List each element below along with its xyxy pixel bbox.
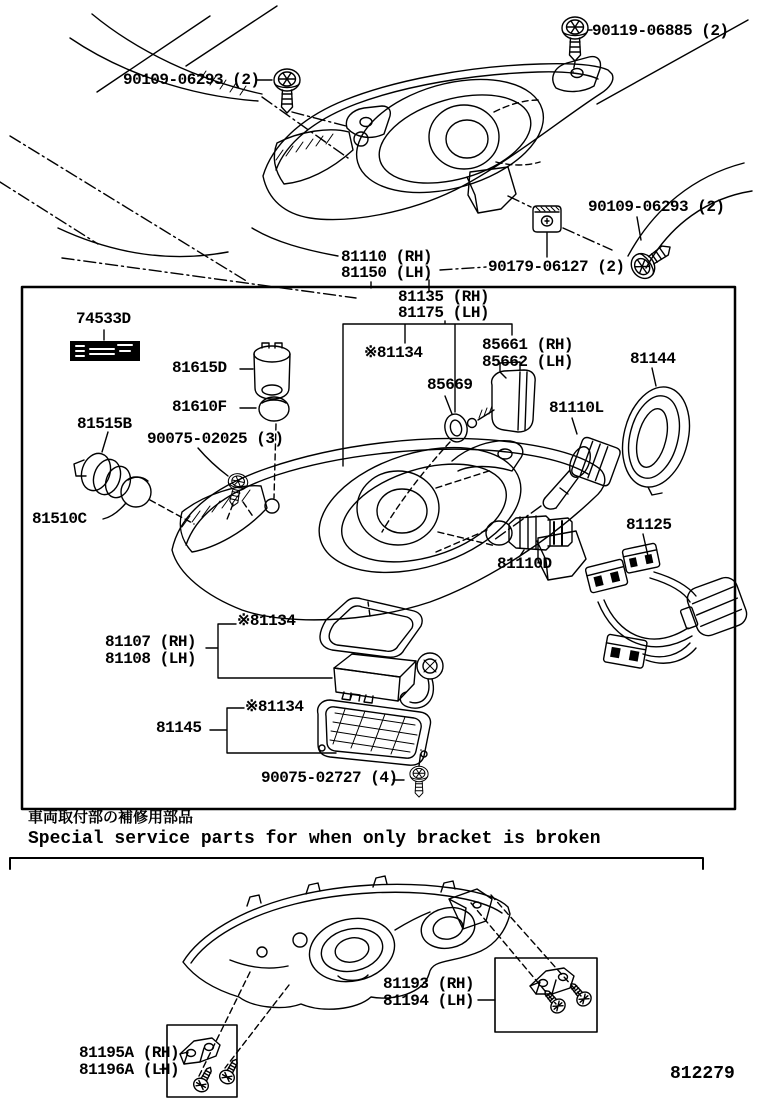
label-clip-nut: 90179-06127 (2) bbox=[488, 258, 625, 276]
label-lower-cover: 81145 bbox=[156, 719, 202, 737]
label-caution-sticker: 74533D bbox=[76, 310, 131, 328]
label-bolt-top-left: 90109-06293 (2) bbox=[123, 71, 260, 89]
label-computer-lh: 81108 (LH) bbox=[105, 650, 197, 668]
label-headlamp-lh: 81150 (LH) bbox=[341, 264, 433, 282]
label-grommet: 85669 bbox=[427, 376, 473, 394]
top-headlamp-drawing bbox=[263, 57, 613, 220]
bracket-kit-right-box bbox=[478, 958, 597, 1032]
wire-harness-drawing bbox=[585, 534, 750, 669]
label-gasket-top: ※81134 bbox=[364, 344, 423, 362]
label-bracket2-rh: 81195A (RH) bbox=[79, 1044, 180, 1062]
label-gasket-bottom: ※81134 bbox=[245, 698, 304, 716]
leveling-motor-drawing bbox=[468, 362, 536, 432]
label-turn-bulb: 81510C bbox=[32, 510, 87, 528]
caution-label-sticker bbox=[70, 330, 140, 361]
label-computer-rh: 81107 (RH) bbox=[105, 633, 197, 651]
label-motor-lh: 85662 (LH) bbox=[482, 353, 574, 371]
label-bolt-top-right: 90119-06885 (2) bbox=[592, 22, 729, 40]
lower-cover-drawing bbox=[318, 694, 431, 765]
label-gasket-mid: ※81134 bbox=[237, 612, 296, 630]
label-bracket1-lh: 81194 (LH) bbox=[383, 992, 475, 1010]
note-english: Special service parts for when only bracket is broken bbox=[28, 829, 601, 849]
label-motor-rh: 85661 (RH) bbox=[482, 336, 574, 354]
label-socket-screw: 90075-02025 (3) bbox=[147, 430, 284, 448]
label-turn-socket: 81515B bbox=[77, 415, 132, 433]
label-cover-screw: 90075-02727 (4) bbox=[261, 769, 398, 787]
label-rubber-cover: 81144 bbox=[630, 350, 676, 368]
computer-bracket-lines bbox=[206, 624, 332, 678]
clearance-bulb-drawing bbox=[240, 397, 289, 513]
rubber-cover-drawing bbox=[613, 368, 700, 495]
bottom-section-border bbox=[10, 858, 703, 869]
label-bracket2-lh: 81196A (LH) bbox=[79, 1061, 180, 1079]
label-clearance-bulb: 81610F bbox=[172, 398, 227, 416]
low-beam-bulb-drawing bbox=[494, 418, 622, 540]
label-wire-harness: 81125 bbox=[626, 516, 672, 534]
clearance-socket-drawing bbox=[240, 343, 290, 399]
label-bracket1-rh: 81193 (RH) bbox=[383, 975, 475, 993]
figure-number: 812279 bbox=[670, 1064, 735, 1084]
gasket-upper-drawing bbox=[320, 598, 422, 657]
label-unit-rh: 81135 (RH) bbox=[398, 288, 490, 306]
top-fasteners bbox=[256, 17, 677, 283]
label-low-beam-bulb: 81110L bbox=[549, 399, 604, 417]
label-headlamp-rh: 81110 (RH) bbox=[341, 248, 433, 266]
label-bolt-lower-right: 90109-06293 (2) bbox=[588, 198, 725, 216]
label-unit-lh: 81175 (LH) bbox=[398, 304, 490, 322]
label-clearance-socket: 81615D bbox=[172, 359, 227, 377]
label-high-beam-bulb: 81110D bbox=[497, 555, 552, 573]
note-japanese: 車両取付部の補修用部品 bbox=[28, 808, 194, 826]
